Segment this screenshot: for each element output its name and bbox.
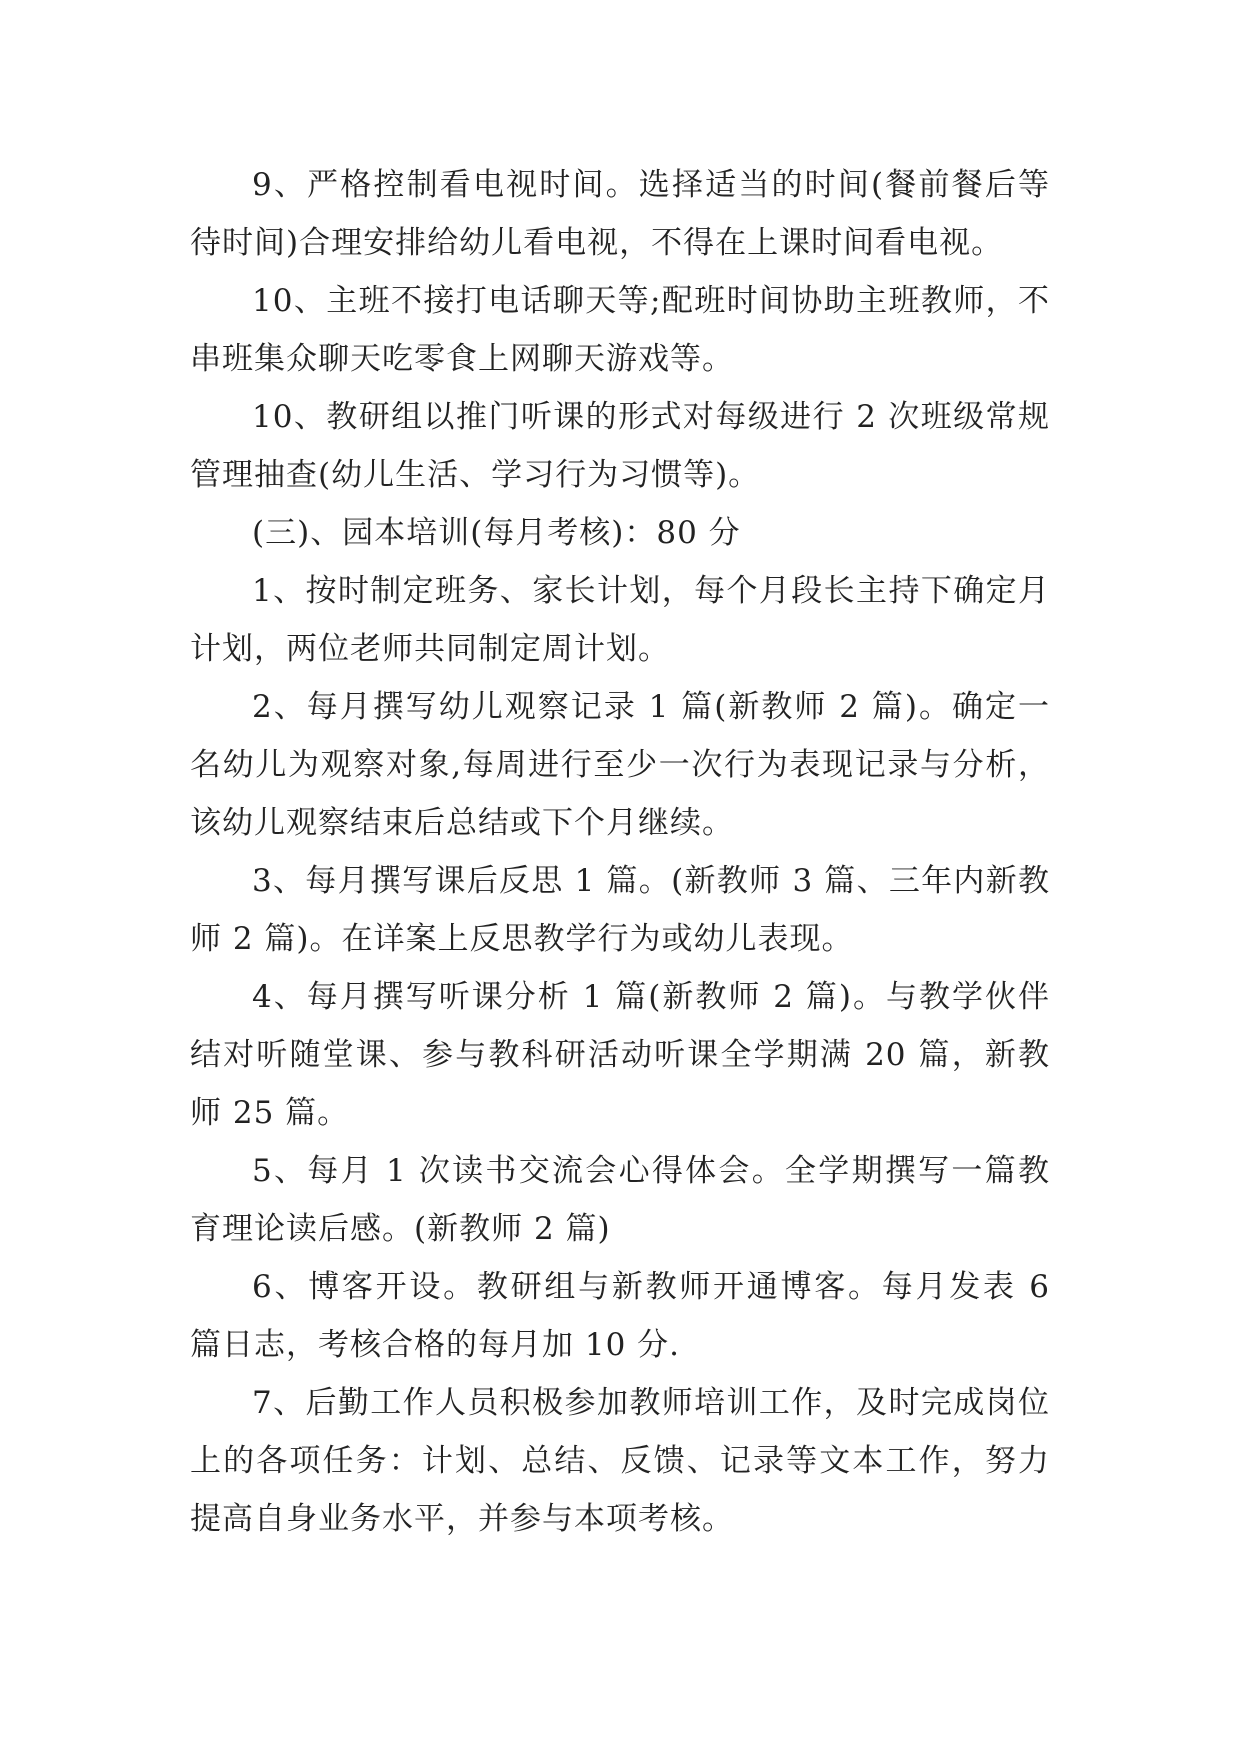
paragraph-item-3-reflection: 3、每月撰写课后反思 1 篇。(新教师 3 篇、三年内新教师 2 篇)。在详案上反思教学行为或幼儿表现。 — [190, 863, 1050, 957]
paragraph-item-5-reading: 5、每月 1 次读书交流会心得体会。全学期撰写一篇教育理论读后感。(新教师 2 篇) — [190, 1153, 1050, 1247]
paragraph-item-1-plans: 1、按时制定班务、家长计划，每个月段长主持下确定月计划，两位老师共同制定周计划。 — [190, 573, 1050, 667]
paragraph-item-2-observation: 2、每月撰写幼儿观察记录 1 篇(新教师 2 篇)。确定一名幼儿为观察对象,每周进行至少一次行为表现记录与分析，该幼儿观察结束后总结或下个月继续。 — [190, 689, 1050, 841]
document-body — [190, 156, 1050, 1548]
paragraph-item-10-class-inspection: 10、教研组以推门听课的形式对每级进行 2 次班级常规管理抽查(幼儿生活、学习行为习惯等)。 — [190, 399, 1050, 493]
section-heading-training: (三)、园本培训(每月考核)：80 分 — [252, 515, 741, 551]
paragraph-item-4-lesson-analysis: 4、每月撰写听课分析 1 篇(新教师 2 篇)。与教学伙伴结对听随堂课、参与教科研活动听课全学期满 20 篇，新教师 25 篇。 — [190, 979, 1050, 1131]
paragraph-item-10-phone-chat: 10、主班不接打电话聊天等;配班时间协助主班教师，不串班集众聊天吃零食上网聊天游戏等。 — [190, 283, 1050, 377]
paragraph-item-7-logistics: 7、后勤工作人员积极参加教师培训工作，及时完成岗位上的各项任务：计划、总结、反馈、记录等文本工作，努力提高自身业务水平，并参与本项考核。 — [190, 1385, 1050, 1537]
paragraph-item-6-blog: 6、博客开设。教研组与新教师开通博客。每月发表 6 篇日志，考核合格的每月加 10 分. — [190, 1269, 1050, 1363]
paragraph-item-9-tv-time: 9、严格控制看电视时间。选择适当的时间(餐前餐后等待时间)合理安排给幼儿看电视，不得在上课时间看电视。 — [190, 167, 1050, 261]
